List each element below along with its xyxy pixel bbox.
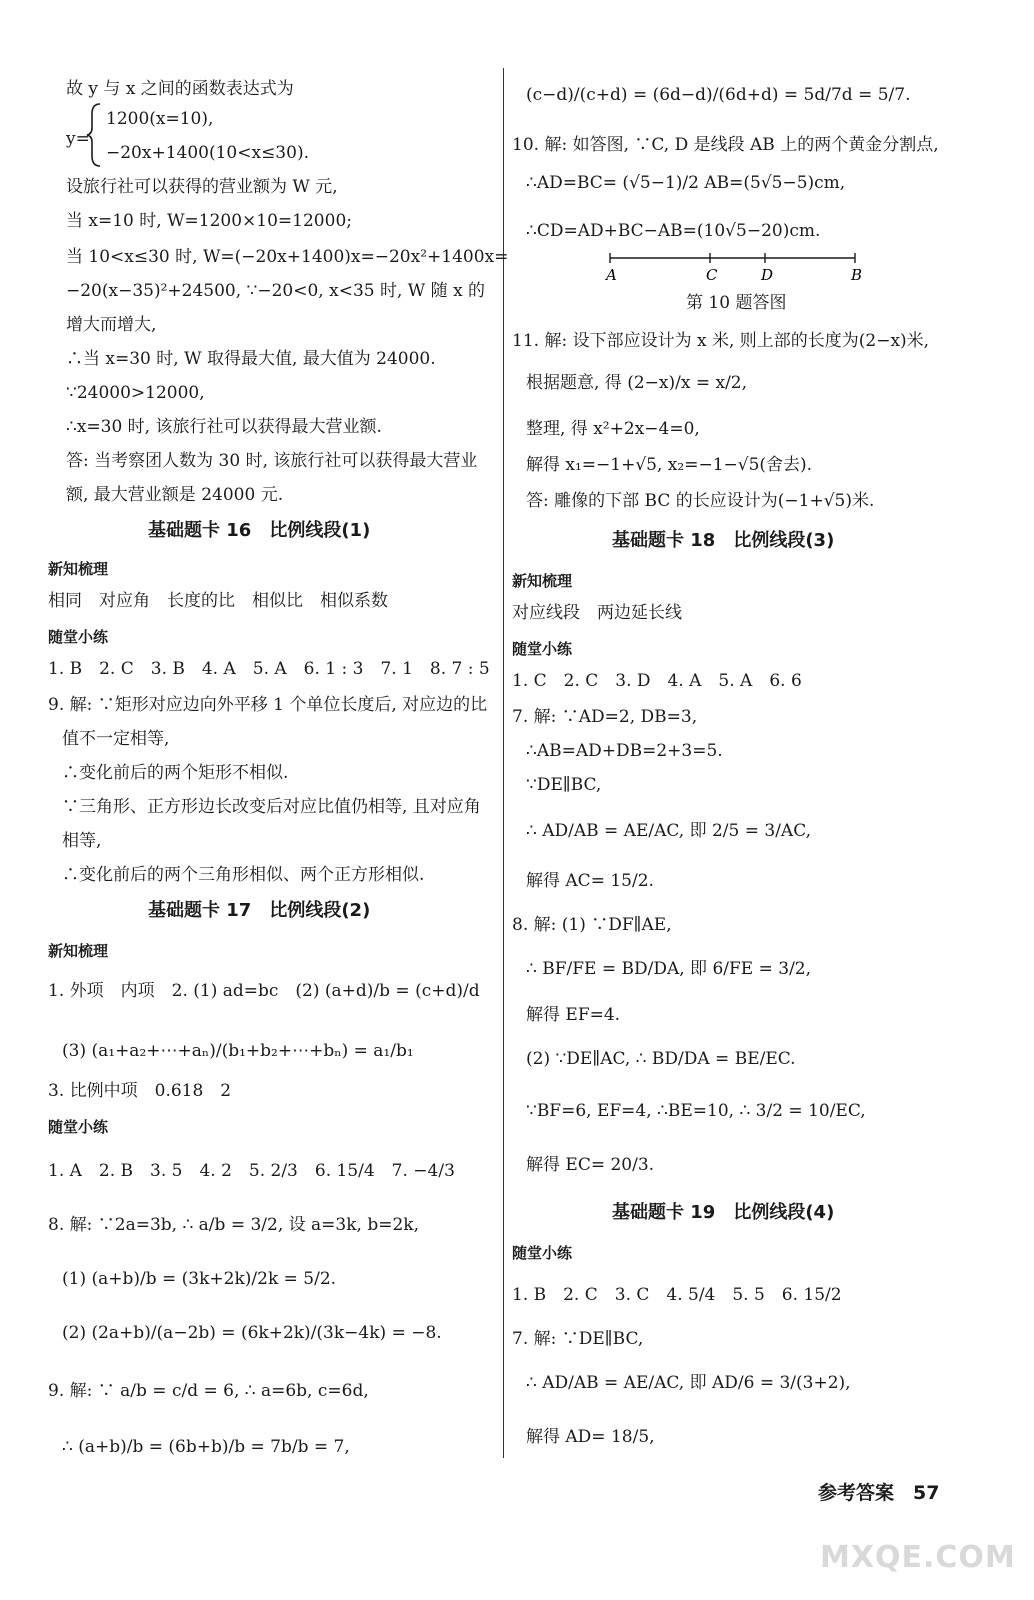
text-line: 1. 外项 内项 2. (1) ad=bc (2) (a+d)/b = (c+d)/d	[48, 981, 480, 1001]
text-line: 3. 比例中项 0.618 2	[48, 1081, 232, 1101]
point-label-b: B	[851, 266, 863, 284]
text-line: ∵DE∥BC,	[526, 775, 602, 795]
text-line: 解得 AC= 15/2.	[526, 871, 654, 891]
text-line: ∴CD=AD+BC−AB=(10√5−20)cm.	[526, 221, 821, 241]
text-line: ∴变化前后的两个三角形相似、两个正方形相似.	[62, 865, 425, 885]
piecewise-brace	[86, 102, 104, 168]
subsection-label: 新知梳理	[48, 560, 109, 578]
text-line: (1) (a+b)/b = (3k+2k)/2k = 5/2.	[62, 1269, 337, 1289]
text-line: 根据题意, 得 (2−x)/x = x/2,	[526, 373, 748, 393]
subsection-label: 随堂小练	[512, 640, 573, 658]
text-line: 对应线段 两边延长线	[512, 603, 682, 623]
subsection-label: 随堂小练	[48, 628, 109, 646]
section-heading: 基础题卡 19 比例线段(4)	[612, 1202, 835, 1223]
text-line: 相同 对应角 长度的比 相似比 相似系数	[48, 591, 388, 611]
text-line: 1. B 2. C 3. C 4. 5/4 5. 5 6. 15/2	[512, 1285, 842, 1305]
text-line: ∵24000>12000,	[66, 383, 205, 403]
text-line: 额, 最大营业额是 24000 元.	[66, 485, 284, 505]
point-label-c: C	[706, 266, 718, 284]
text-line: 解得 x₁=−1+√5, x₂=−1−√5(舍去).	[526, 455, 813, 475]
text-line: ∵三角形、正方形边长改变后对应比值仍相等, 且对应角	[62, 797, 481, 817]
text-line: (2) (2a+b)/(a−2b) = (6k+2k)/(3k−4k) = −8.	[62, 1323, 442, 1343]
segment-diagram	[600, 250, 870, 284]
subsection-label: 新知梳理	[48, 942, 109, 960]
text-line: y=	[66, 129, 90, 149]
text-line: 1. C 2. C 3. D 4. A 5. A 6. 6	[512, 671, 802, 691]
text-line: (2) ∵DE∥AC, ∴ BD/DA = BE/EC.	[526, 1049, 796, 1069]
text-line: 设旅行社可以获得的营业额为 W 元,	[66, 177, 338, 197]
text-line: 7. 解: ∵AD=2, DB=3,	[512, 707, 698, 727]
text-line: 1. A 2. B 3. 5 4. 2 5. 2/3 6. 15/4 7. −4/3	[48, 1161, 455, 1181]
text-line: 8. 解: (1) ∵DF∥AE,	[512, 915, 672, 935]
text-line: ∴AB=AD+DB=2+3=5.	[526, 741, 723, 761]
text-line: 相等,	[62, 831, 102, 851]
text-line: 9. 解: ∵矩形对应边向外平移 1 个单位长度后, 对应边的比	[48, 695, 488, 715]
text-line: ∴AD=BC= (√5−1)/2 AB=(5√5−5)cm,	[526, 173, 846, 193]
text-line: 解得 EC= 20/3.	[526, 1155, 655, 1175]
text-line: 解得 AD= 18/5,	[526, 1427, 655, 1447]
text-line: 当 x=10 时, W=1200×10=12000;	[66, 211, 352, 231]
text-line: 10. 解: 如答图, ∵C, D 是线段 AB 上的两个黄金分割点,	[512, 135, 939, 155]
text-line: 第 10 题答图	[686, 293, 787, 313]
text-line: 当 10<x≤30 时, W=(−20x+1400)x=−20x²+1400x=	[66, 247, 509, 267]
text-line: 9. 解: ∵ a/b = c/d = 6, ∴ a=6b, c=6d,	[48, 1381, 369, 1401]
text-line: ∴ BF/FE = BD/DA, 即 6/FE = 3/2,	[526, 959, 812, 979]
subsection-label: 新知梳理	[512, 572, 573, 590]
text-line: 答: 当考察团人数为 30 时, 该旅行社可以获得最大营业	[66, 451, 478, 471]
text-line: 整理, 得 x²+2x−4=0,	[526, 419, 700, 439]
text-line: −20(x−35)²+24500, ∵−20<0, x<35 时, W 随 x 的	[66, 281, 486, 301]
text-line: 故 y 与 x 之间的函数表达式为	[66, 79, 294, 99]
column-divider	[503, 68, 504, 1458]
section-heading: 基础题卡 18 比例线段(3)	[612, 530, 835, 551]
text-line: 值不一定相等,	[62, 729, 170, 749]
text-line: 解得 EF=4.	[526, 1005, 621, 1025]
text-line: ∴ (a+b)/b = (6b+b)/b = 7b/b = 7,	[62, 1437, 350, 1457]
text-line: −20x+1400(10<x≤30).	[106, 143, 309, 163]
text-line: ∴当 x=30 时, W 取得最大值, 最大值为 24000.	[66, 349, 436, 369]
text-line: 增大而增大,	[66, 315, 157, 335]
text-line: (3) (a₁+a₂+⋯+aₙ)/(b₁+b₂+⋯+bₙ) = a₁/b₁	[62, 1041, 414, 1061]
text-line: ∴变化前后的两个矩形不相似.	[62, 763, 289, 783]
text-line: 1200(x=10),	[106, 109, 214, 129]
text-line: 1. B 2. C 3. B 4. A 5. A 6. 1 : 3 7. 1 8. 7 : 5	[48, 659, 490, 679]
section-heading: 基础题卡 17 比例线段(2)	[148, 900, 371, 921]
text-line: ∴x=30 时, 该旅行社可以获得最大营业额.	[66, 417, 382, 437]
text-line: (c−d)/(c+d) = (6d−d)/(6d+d) = 5d/7d = 5/7.	[526, 85, 911, 105]
point-label-d: D	[761, 266, 774, 284]
page-footer: 参考答案 57	[818, 1482, 940, 1504]
text-line: ∵BF=6, EF=4, ∴BE=10, ∴ 3/2 = 10/EC,	[526, 1101, 866, 1121]
point-label-a: A	[606, 266, 617, 284]
text-line: 7. 解: ∵DE∥BC,	[512, 1329, 644, 1349]
subsection-label: 随堂小练	[512, 1244, 573, 1262]
section-heading: 基础题卡 16 比例线段(1)	[148, 520, 371, 541]
text-line: 答: 雕像的下部 BC 的长应设计为(−1+√5)米.	[526, 491, 875, 511]
text-line: ∴ AD/AB = AE/AC, 即 AD/6 = 3/(3+2),	[526, 1373, 851, 1393]
text-line: 8. 解: ∵2a=3b, ∴ a/b = 3/2, 设 a=3k, b=2k,	[48, 1215, 419, 1235]
subsection-label: 随堂小练	[48, 1118, 109, 1136]
text-line: 11. 解: 设下部应设计为 x 米, 则上部的长度为(2−x)米,	[512, 331, 930, 351]
watermark-text: MXQE.COM	[820, 1540, 1016, 1575]
text-line: ∴ AD/AB = AE/AC, 即 2/5 = 3/AC,	[526, 821, 812, 841]
